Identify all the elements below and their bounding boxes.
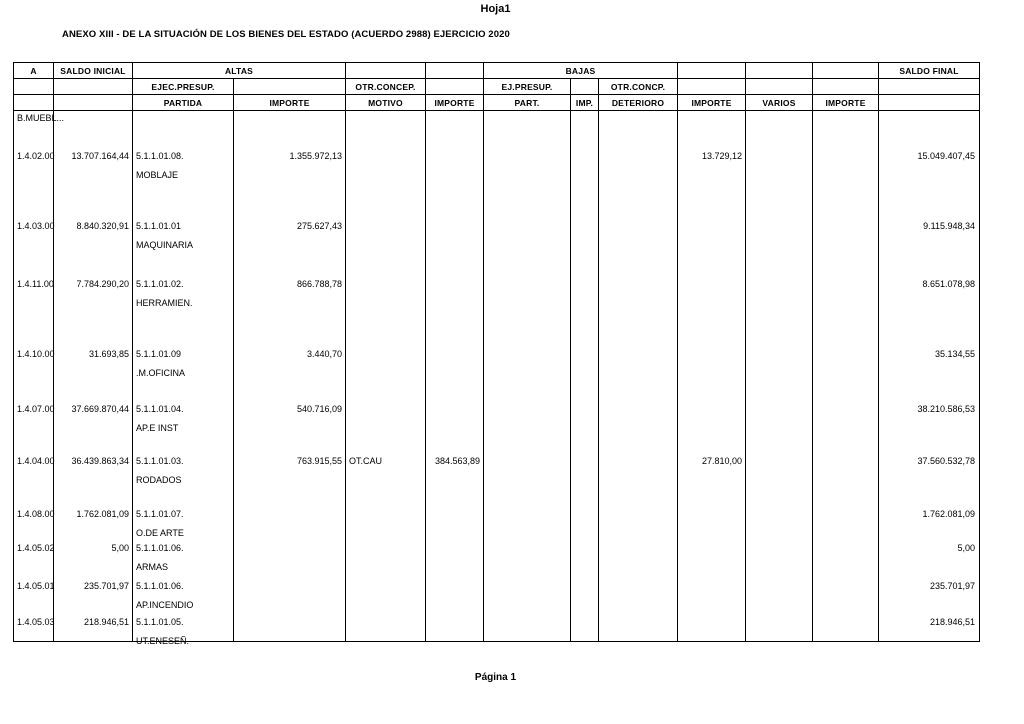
cell-saldo-inicial: 31.693,85 xyxy=(88,349,129,359)
cell-importe-altas: 866.788,78 xyxy=(296,279,342,289)
cell-partida: 5.1.1.01.01 xyxy=(136,221,182,231)
cell-partida: 5.1.1.01.06. xyxy=(136,581,184,591)
cell-saldo-inicial: 36.439.863,34 xyxy=(71,456,129,466)
cell-a: 1.4.11.00 xyxy=(17,279,54,289)
header-empty-cell xyxy=(14,95,54,111)
header-empty-cell xyxy=(54,79,133,95)
cell-partida-name: ARMAS xyxy=(136,562,169,572)
header-otr-concp: OTR.CONCP. xyxy=(599,79,678,95)
header-empty-cell xyxy=(54,95,133,111)
cell-partida-name: AP.INCENDIO xyxy=(136,600,194,610)
page-number: Página 1 xyxy=(474,672,517,683)
cell-saldo-final: 5,00 xyxy=(957,543,975,553)
cell-partida-name: MOBLAJE xyxy=(136,170,179,180)
header-motivo: MOTIVO xyxy=(346,95,426,111)
cell-importe-bajas: 27.810,00 xyxy=(701,456,742,466)
cell-partida-name: RODADOS xyxy=(136,475,182,485)
cell-a: 1.4.05.01 xyxy=(17,581,55,591)
header-part: PART. xyxy=(484,95,571,111)
cell-saldo-inicial: 235.701,97 xyxy=(83,581,129,591)
cell-a: 1.4.03.00 xyxy=(17,221,55,231)
cell-motivo: OT.CAU xyxy=(349,456,383,466)
header-empty-cell xyxy=(426,79,484,95)
cell-importe-otr: 384.563,89 xyxy=(434,456,480,466)
header-otr-concep: OTR.CONCEP. xyxy=(346,79,426,95)
header-deterioro: DETERIORO xyxy=(599,95,678,111)
cell-saldo-inicial: 13.707.164,44 xyxy=(71,151,129,161)
cell-importe-altas: 275.627,43 xyxy=(296,221,342,231)
cell-a: B.MUEBL... xyxy=(17,113,65,123)
cell-importe-altas: 540.716,09 xyxy=(296,404,342,414)
header-varios: VARIOS xyxy=(746,95,813,111)
cell-a: 1.4.08.00 xyxy=(17,509,55,519)
cell-saldo-final: 235.701,97 xyxy=(929,581,975,591)
cell-saldo-final: 8.651.078,98 xyxy=(922,279,975,289)
header-saldo-inicial: SALDO INICIAL xyxy=(54,63,133,79)
cell-partida-name: HERRAMIEN. xyxy=(136,298,193,308)
header-ej-presup: EJ.PRESUP. xyxy=(484,79,571,95)
cell-importe-altas: 3.440,70 xyxy=(306,349,342,359)
cell-partida: 5.1.1.01.06. xyxy=(136,543,184,553)
cell-a: 1.4.07.00 xyxy=(17,404,55,414)
cell-partida: 5.1.1.01.08. xyxy=(136,151,184,161)
cell-partida: 5.1.1.01.03. xyxy=(136,456,184,466)
header-empty-cell xyxy=(678,79,746,95)
cell-saldo-final: 35.134,55 xyxy=(934,349,975,359)
cell-saldo-inicial: 5,00 xyxy=(111,543,129,553)
cell-importe-altas: 1.355.972,13 xyxy=(289,151,342,161)
cell-a: 1.4.05.02 xyxy=(17,543,55,553)
table-body-rows xyxy=(14,111,979,646)
sheet-title: Hoja1 xyxy=(480,3,511,15)
header-empty-cell xyxy=(14,79,54,95)
cell-saldo-final: 9.115.948,34 xyxy=(923,221,975,231)
cell-saldo-final: 218.946,51 xyxy=(929,617,975,627)
header-empty-cell xyxy=(813,79,879,95)
cell-partida: 5.1.1.01.07. xyxy=(136,509,184,519)
header-empty-cell xyxy=(879,95,979,111)
cell-saldo-inicial: 37.669.870,44 xyxy=(71,404,129,414)
header-imp: IMP. xyxy=(571,95,599,111)
cell-partida: 5.1.1.01.02. xyxy=(136,279,184,289)
cell-partida-name: .M.OFICINA xyxy=(136,368,185,378)
header-importe-otr: IMPORTE xyxy=(426,95,484,111)
cell-partida-name: UT.ENESEÑ. xyxy=(136,636,190,646)
cell-saldo-inicial: 8.840.320,91 xyxy=(76,221,129,231)
cell-saldo-final: 1.762.081,09 xyxy=(922,509,975,519)
cell-partida: 5.1.1.01.05. xyxy=(136,617,184,627)
header-empty-cell xyxy=(426,63,484,79)
header-saldo-final: SALDO FINAL xyxy=(879,63,979,79)
cell-importe-bajas: 13.729,12 xyxy=(701,151,742,161)
cell-importe-altas: 763.915,55 xyxy=(296,456,342,466)
header-importe-altas: IMPORTE xyxy=(234,95,346,111)
header-empty-cell xyxy=(879,79,979,95)
cell-partida-name: MAQUINARIA xyxy=(136,240,194,250)
cell-a: 1.4.02.00 xyxy=(17,151,55,161)
header-importe-varios: IMPORTE xyxy=(813,95,879,111)
cell-a: 1.4.04.00 xyxy=(17,456,55,466)
header-altas: ALTAS xyxy=(133,63,346,79)
header-empty-cell xyxy=(234,79,346,95)
cell-partida: 5.1.1.01.09 xyxy=(136,349,182,359)
cell-saldo-final: 37.560.532,78 xyxy=(917,456,975,466)
cell-saldo-inicial: 1.762.081,09 xyxy=(76,509,129,519)
header-bajas: BAJAS xyxy=(484,63,678,79)
header-empty-cell xyxy=(571,79,599,95)
header-empty-cell xyxy=(678,63,746,79)
document-heading: ANEXO XIII - DE LA SITUACIÓN DE LOS BIENES DEL ESTADO (ACUERDO 2988) EJERCICIO 2020 xyxy=(62,29,510,40)
header-empty-cell xyxy=(813,63,879,79)
header-empty-cell xyxy=(746,79,813,95)
assets-table xyxy=(13,62,980,646)
cell-partida: 5.1.1.01.04. xyxy=(136,404,184,414)
cell-a: 1.4.10.00 xyxy=(17,349,55,359)
header-ejec-presup: EJEC.PRESUP. xyxy=(133,79,234,95)
header-empty-cell xyxy=(746,63,813,79)
cell-saldo-inicial: 218.946,51 xyxy=(83,617,129,627)
cell-a: 1.4.05.03 xyxy=(17,617,55,627)
header-empty-cell xyxy=(346,63,426,79)
header-importe-bajas: IMPORTE xyxy=(678,95,746,111)
header-col-a: A xyxy=(14,63,54,79)
header-partida: PARTIDA xyxy=(133,95,234,111)
cell-saldo-inicial: 7.784.290,20 xyxy=(76,279,129,289)
cell-saldo-final: 38.210.586,53 xyxy=(917,404,975,414)
cell-partida-name: O.DE ARTE xyxy=(136,528,184,538)
cell-partida-name: AP.E INST xyxy=(136,423,179,433)
cell-saldo-final: 15.049.407,45 xyxy=(917,151,975,161)
